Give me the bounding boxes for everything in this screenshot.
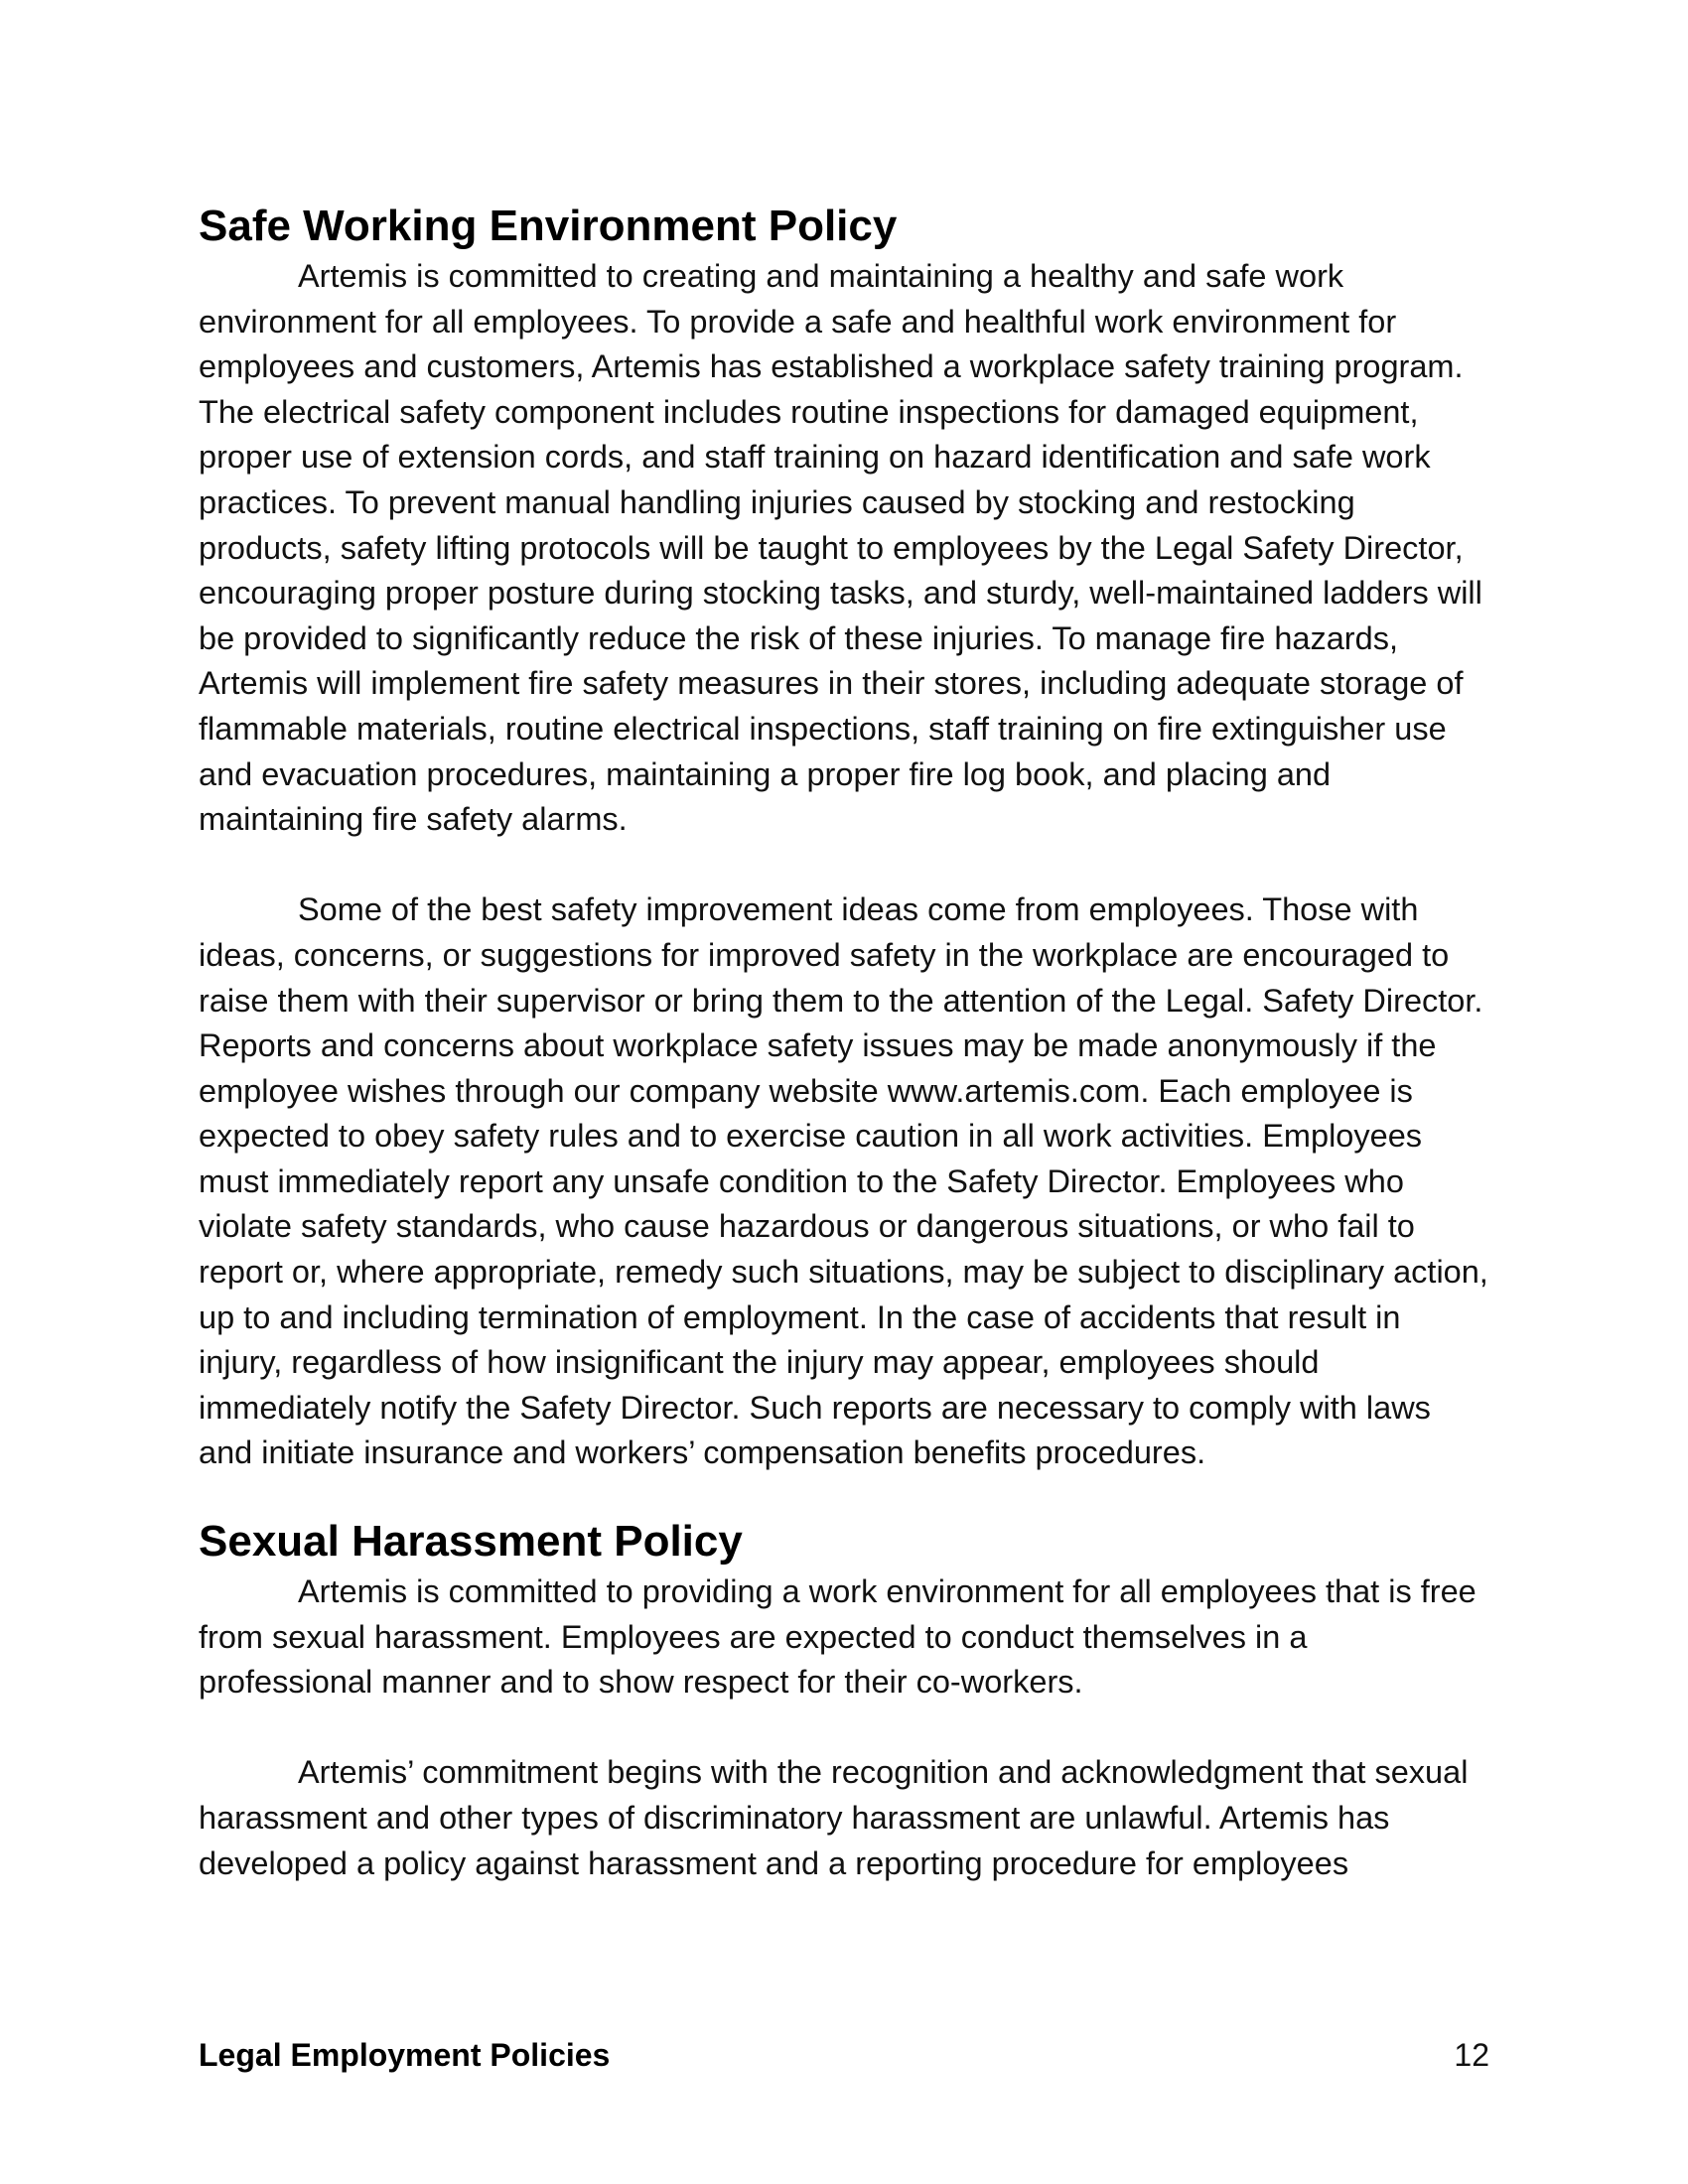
page-number: 12 — [1454, 2037, 1489, 2073]
paragraph: Artemis’ commitment begins with the recognition and acknowledgment that sexual harassment and other types of discriminatory harassment are unlawful. Artemis has developed a policy against harassment and a reporting procedure for employees — [199, 1754, 1469, 1881]
document-page — [199, 199, 1489, 1886]
paragraph-spacer — [199, 1706, 1489, 1751]
page-footer — [199, 2033, 1489, 2077]
paragraph: Artemis is committed to creating and maintaining a healthy and safe work environment for all employees. To provide a safe and healthful work environment for employees and customers, Artemis has established a workplace safety training program. The electrical safety component includes routine inspections for damaged equipment, proper use of extension cords, and staff training on hazard identification and safe work practices. To prevent manual handling injuries caused by stocking and restocking products, safety lifting protocols will be taught to employees by the Legal Safety Director, encouraging proper posture during stocking tasks, and sturdy, well-maintained ladders will be provided to significantly reduce the risk of these injuries. To manage fire hazards, Artemis will implement fire safety measures in their stores, including adequate storage of flammable materials, routine electrical inspections, staff training on fire extinguisher use and evacuation procedures, maintaining a proper fire log book, and placing and maintaining fire safety alarms. — [199, 258, 1482, 838]
paragraph: Artemis is committed to providing a work environment for all employees that is free from sexual harassment. Employees are expected to conduct themselves in a professional manner and to show respect for their co-workers. — [199, 1573, 1477, 1701]
paragraph: Some of the best safety improvement ideas come from employees. Those with ideas, concerns, or suggestions for improved safety in the workplace are encouraged to raise them with their supervisor or bring them to the attention of the Legal. Safety Director. Reports and concerns about workplace safety issues may be made anonymously if the employee wishes through our company website www.artemis.com. Each employee is expected to obey safety rules and to exercise caution in all work activities. Employees must immediately report any unsafe condition to the Safety Director. Employees who violate safety standards, who cause hazardous or dangerous situations, or who fail to report or, where appropriate, remedy such situations, may be subject to disciplinary action, up to and including termination of employment. In the case of accidents that result in injury, regardless of how insignificant the injury may appear, employees should immediately notify the Safety Director. Such reports are necessary to comply with laws and initiate insurance and workers’ compensation benefits procedures. — [199, 891, 1488, 1471]
section-spacer — [199, 1476, 1489, 1514]
paragraph-spacer — [199, 843, 1489, 888]
section-heading-safe-working-environment: Safe Working Environment Policy — [199, 202, 898, 250]
footer-document-title: Legal Employment Policies — [199, 2037, 611, 2073]
section-heading-sexual-harassment: Sexual Harassment Policy — [199, 1517, 743, 1567]
